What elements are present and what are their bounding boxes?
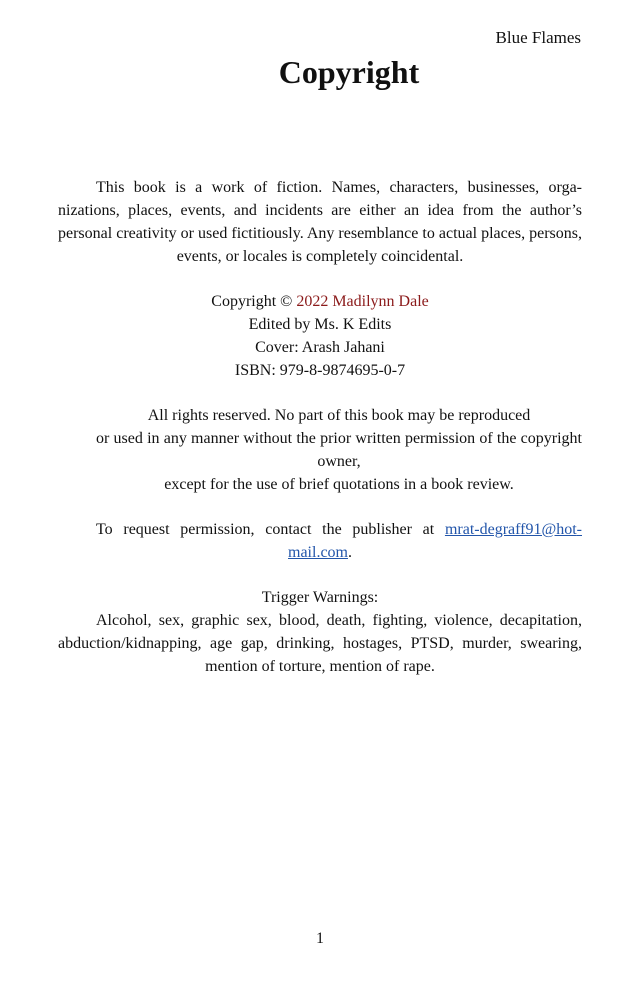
page-content	[58, 176, 582, 678]
copyright-prefix: Copyright ©	[211, 293, 297, 310]
rights-line-2: or used in any manner without the prior written permission of the copyright owner,	[96, 430, 582, 470]
trigger-warnings-list: Alcohol, sex, graphic sex, blood, death, fighting, violence, decapitation, abduction/kidnapping, age gap, drinking, hostages, PTSD, murder, swearing, mention of torture, mention of rape.	[58, 612, 582, 675]
editor-credit: Edited by Ms. K Edits	[248, 316, 392, 333]
running-header-book-title: Blue Flames	[495, 28, 581, 47]
permission-prefix: To request permission, contact the publisher at	[96, 521, 445, 538]
trigger-warnings-heading: Trigger Warnings:	[261, 589, 379, 606]
page-title: Copyright	[278, 54, 420, 90]
copyright-notice	[58, 290, 582, 313]
cover-credit: Cover: Arash Jahani	[255, 339, 385, 356]
copyright-holder: 2022 Madilynn Dale	[296, 293, 429, 310]
permission-suffix: .	[347, 544, 352, 561]
permission-request	[58, 518, 582, 564]
rights-line-1: All rights reserved. No part of this book may be reproduced	[147, 407, 531, 424]
rights-line-3: except for the use of brief quotations in a book review.	[164, 476, 514, 493]
isbn: ISBN: 979-8-9874695-0-7	[234, 362, 406, 379]
page-number: 1	[316, 930, 324, 947]
fiction-disclaimer: This book is a work of fiction. Names, characters, businesses, organizations, places, events, and incidents are either an idea from the author’s personal creativity or used fictitiously. Any resemblance to actual places, persons, events, or locales is completely coincidental.	[58, 179, 582, 265]
publisher-email-link[interactable]: mrat-degraff91@hotmail.com	[288, 521, 582, 561]
